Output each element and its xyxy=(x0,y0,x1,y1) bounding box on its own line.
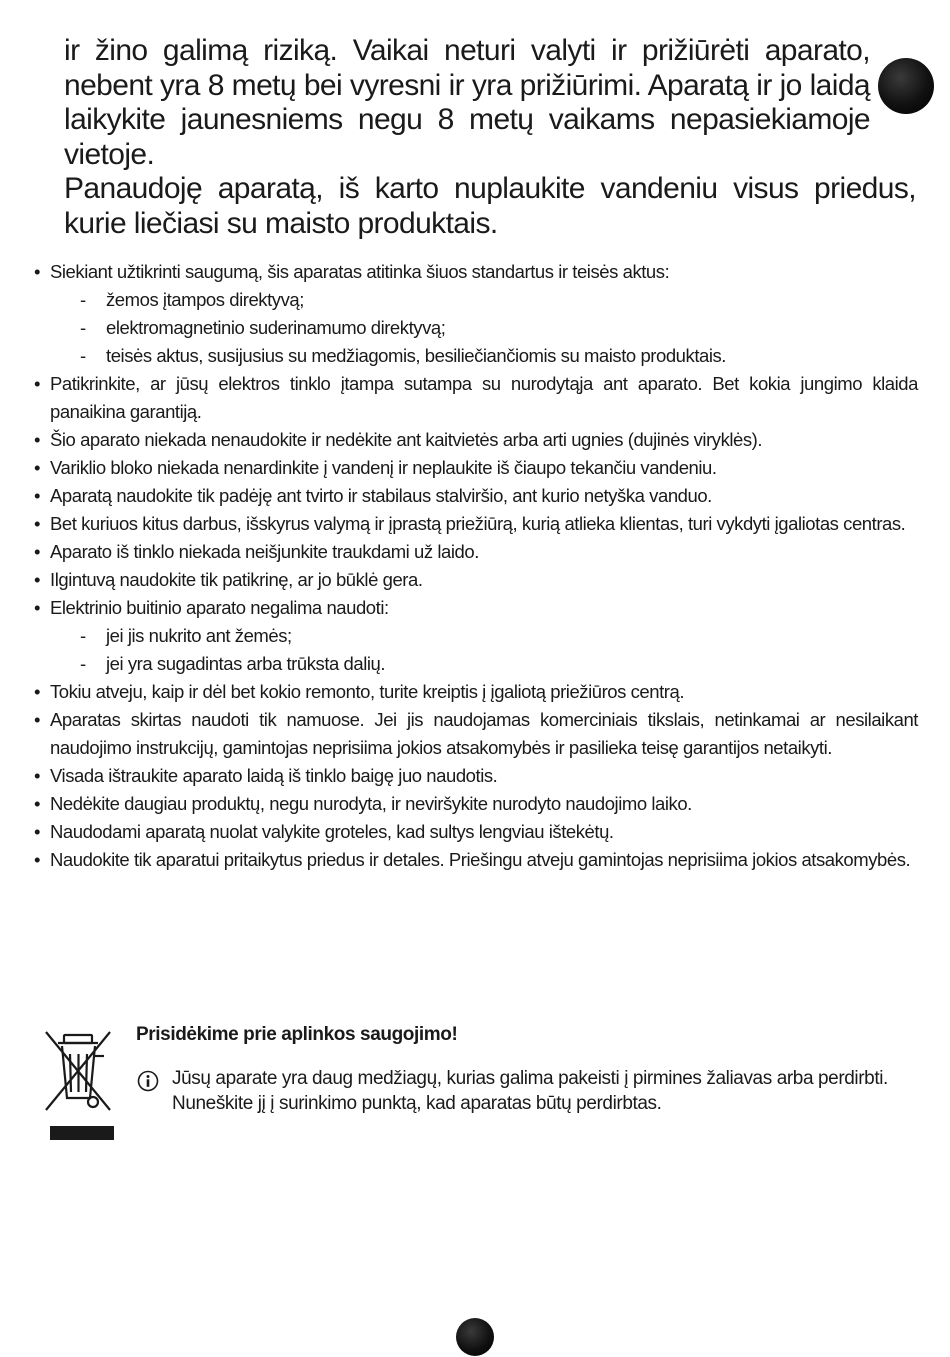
sub-list-item: - teisės aktus, susijusius su medžiagomis, besiliečiančiomis su maisto produktais. xyxy=(80,345,726,366)
list-item: • Visada ištraukite aparato laidą iš tinklo baigę juo naudotis. xyxy=(34,765,498,786)
lead-paragraph-1: ir žino galimą riziką. Vaikai neturi valyti ir prižiūrėti aparato, nebent yra 8 metų bei vyresni ir yra prižiūrimi. Aparatą ir jo laidą laikykite jaunesniems negu 8 metų vaikams nepasiekiamoje vietoje. xyxy=(64,34,870,171)
list-item: • Elektrinio buitinio aparato negalima naudoti: xyxy=(34,597,389,618)
list-item: • Naudokite tik aparatui pritaikytus priedus ir detales. Priešingu atveju gamintojas neprisiima jokios atsakomybės. xyxy=(34,849,911,870)
environment-title: Prisidėkime prie aplinkos saugojimo! xyxy=(136,1024,458,1045)
environment-text xyxy=(172,1066,912,1116)
list-item: • Ilgintuvą naudokite tik patikrinę, ar jo būklė gera. xyxy=(34,569,423,590)
list-item: • Patikrinkite, ar jūsų elektros tinklo įtampa sutampa su nurodytąja ant aparato. Bet kokia jungimo klaida panaikina garantiją. xyxy=(34,373,918,422)
sub-list-item: - jei jis nukrito ant žemės; xyxy=(80,625,292,646)
environment-text-1: Jūsų aparate yra daug medžiagų, kurias galima pakeisti į pirmines žaliavas arba perdirbti. xyxy=(172,1068,888,1089)
sub-list-item: - elektromagnetinio suderinamumo direktyvą; xyxy=(80,317,446,338)
info-icon xyxy=(137,1070,159,1092)
list-item: • Naudodami aparatą nuolat valykite groteles, kad sultys lengviau ištekėtų. xyxy=(34,821,614,842)
sub-list-item: - jei yra sugadintas arba trūksta dalių. xyxy=(80,653,386,674)
list-item: • Nedėkite daugiau produktų, negu nurodyta, ir neviršykite nurodyto naudojimo laiko. xyxy=(34,793,692,814)
list-item: • Bet kuriuos kitus darbus, išskyrus valymą ir įprastą priežiūrą, kurią atlieka klientas, turi vykdyti įgaliotas centras. xyxy=(34,513,906,534)
sub-list-item: - žemos įtampos direktyvą; xyxy=(80,289,304,310)
list-item: • Aparatą naudokite tik padėję ant tvirto ir stabilaus stalviršio, ant kurio netyška vanduo. xyxy=(34,485,712,506)
safety-bullet-list xyxy=(34,258,918,874)
page-marker-dot xyxy=(456,1318,494,1356)
list-item: • Aparatas skirtas naudoti tik namuose. Jei jis naudojamas komerciniais tikslais, netinkamai ar nesilaikant naudojimo instrukcijų, gamintojas neprisiima jokios atsakomybės ir pasilieka teisę garantijos netaikyti. xyxy=(34,709,918,758)
list-item: • Variklio bloko niekada nenardinkite į vandenį ir neplaukite iš čiaupo tekančiu vandeniu. xyxy=(34,457,717,478)
lead-paragraph-2: Panaudoję aparatą, iš karto nuplaukite vandeniu visus priedus, kurie liečiasi su maisto produktais. xyxy=(64,172,916,240)
list-item: • Tokiu atveju, kaip ir dėl bet kokio remonto, turite kreiptis į įgaliotą priežiūros centrą. xyxy=(34,681,685,702)
list-item: • Šio aparato niekada nenaudokite ir nedėkite ant kaitvietės arba arti ugnies (dujinės viryklės). xyxy=(34,429,763,450)
list-item: • Siekiant užtikrinti saugumą, šis aparatas atitinka šiuos standartus ir teisės aktus: xyxy=(34,261,670,282)
crossed-out-wheelie-bin-icon xyxy=(40,1026,116,1144)
environment-text-2: Nuneškite jį į surinkimo punktą, kad aparatas būtų perdirbtas. xyxy=(172,1093,662,1114)
list-item: • Aparato iš tinklo niekada neišjunkite traukdami už laido. xyxy=(34,541,479,562)
lead-text xyxy=(64,34,916,241)
